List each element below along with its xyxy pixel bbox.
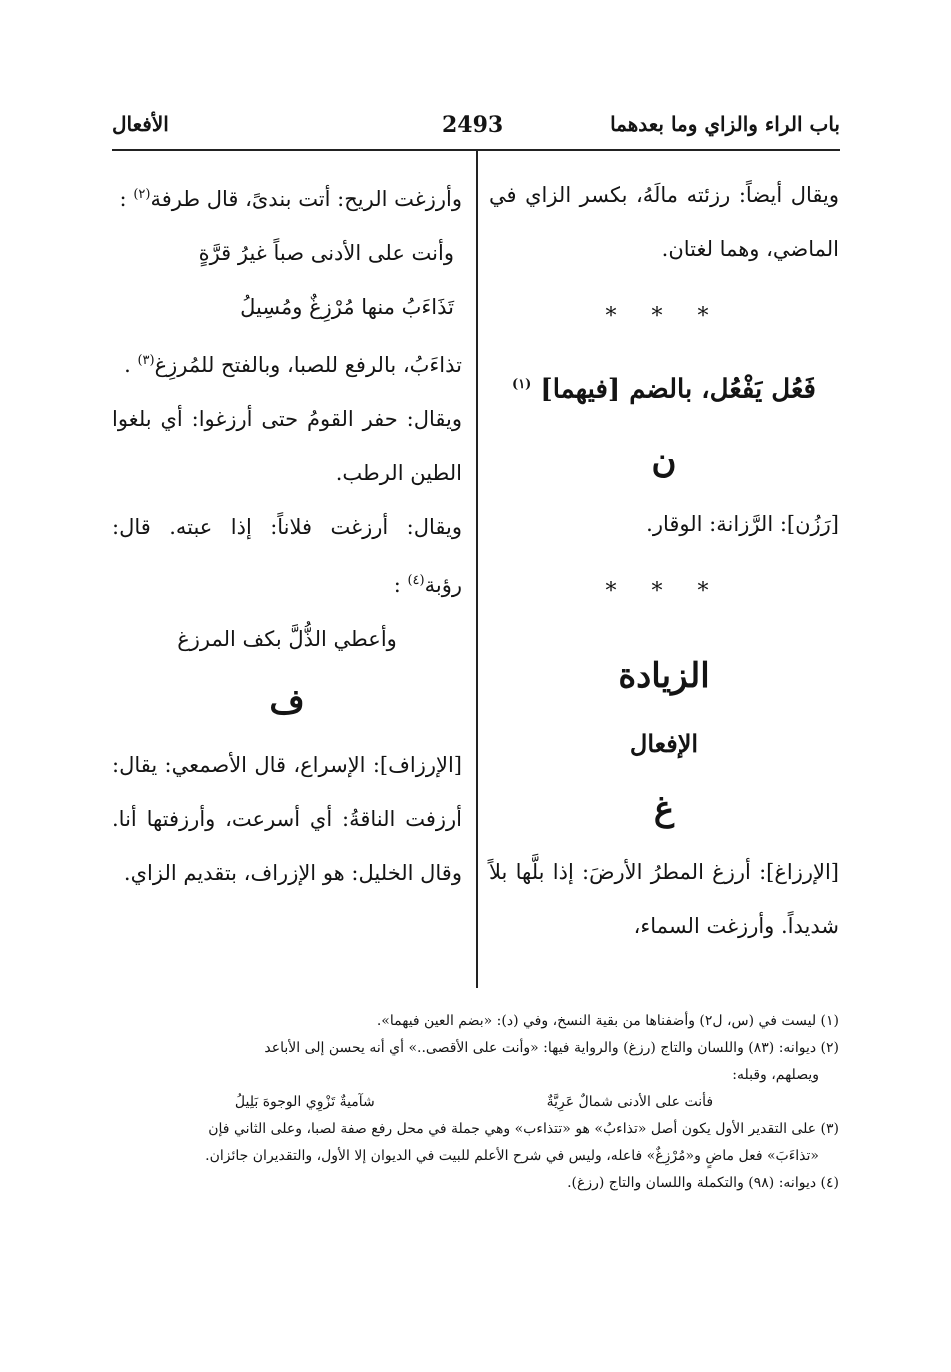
paragraph: ويقال: حفر القومُ حتى أرزغوا: أي بلغوا الطين الرطب.	[112, 407, 462, 485]
column-divider	[476, 150, 478, 988]
paragraph-text: ويقال: أرزغت فلاناً: إذا عبته. قال: رؤبة	[112, 515, 462, 597]
separator-stars: * * *	[605, 304, 723, 329]
paragraph	[112, 500, 462, 612]
verse-hemistich: شآميةٌ تَزْوِي الوجوهَ بَلِيلُ	[234, 1094, 375, 1110]
footnotes	[109, 1008, 839, 1197]
verse-line: وأنت على الأدنى صباً غيرُ قرَّةٍ	[198, 241, 454, 265]
punctuation: :	[393, 573, 401, 597]
verse-line: وأعطي الذُّلَّ بكف المرزغ	[177, 627, 397, 651]
page-number: 2493	[442, 112, 504, 138]
footnote-ref: (٣)	[137, 353, 155, 368]
separator-stars: * * *	[605, 578, 723, 604]
paragraph: ويقال أيضاً: رزئته مالَهُ، بكسر الزاي في الماضي، وهما لغتان.	[489, 183, 839, 261]
letter-heading-fa: ف	[269, 682, 305, 722]
entry-irzagh: [الإرزاغ]: أرزغ المطرُ الأرضَ: إذا بلَّها بلاً شديداً. وأرزغت السماء،	[489, 859, 839, 938]
left-column	[112, 168, 462, 900]
pattern-heading-text: فَعُل يَفْعُل، بالضم [فيهما]	[540, 374, 816, 405]
subsection-heading: الإفعال	[629, 728, 699, 758]
section-heading: الزيادة	[618, 655, 710, 696]
right-column	[489, 168, 839, 953]
footnote: (١) ليست في (س، ل٢) وأضفناها من بقية النسخ، وفي (د): «بضم العين فيهما».	[376, 1013, 839, 1029]
entry-irzaf: [الإرزاف]: الإسراع، قال الأصمعي: يقال: أرزفت الناقةُ: أي أسرعت، وأرزفتها أنا. وقال الخليل: هو الإزراف، بتقديم الزاي.	[112, 753, 462, 885]
footnote: (٣) على التقدير الأول يكون أصل «تذاءبُ» هو «تتذاءب» وهي جملة في محل رفع صفة لصبا، وعلى الثاني فإن	[208, 1121, 839, 1137]
footnote-ref: (١)	[512, 377, 532, 392]
paragraph	[112, 334, 462, 392]
paragraph	[112, 168, 462, 226]
section-title: الأفعال	[112, 112, 169, 136]
footnote: (٤) ديوانه: (٩٨) والتكملة واللسان والتاج (رزغ).	[567, 1175, 839, 1191]
page-header	[112, 112, 840, 148]
entry-razun: [رَزُن]: الرَّزانة: الوقار.	[646, 511, 839, 536]
footnote-ref: (٤)	[407, 573, 425, 588]
footnote-ref: (٢)	[133, 187, 151, 202]
paragraph-text: تذاءَبُ، بالرفع للصبا، وبالفتح للمُرزِغ	[154, 353, 462, 377]
punctuation: .	[124, 353, 131, 377]
footnote-continuation: «تذاءَبَ» فعل ماضٍ و«مُرْزِغٌ» فاعله، وليس في شرح الأعلم للبيت في الديوان إلا الأول، والتقديران جائزان.	[205, 1148, 819, 1164]
footnote-verse	[109, 1089, 839, 1116]
verse-line: تَذَاءَبُ منها مُرْزِغٌ ومُسِيلُ	[240, 295, 454, 319]
verse-hemistich: فأنت على الأدنى شمالٌ عَرِيَّةٌ	[546, 1094, 714, 1110]
letter-heading-ghayn: غ	[653, 788, 675, 829]
letter-heading-nun: ن	[651, 440, 677, 481]
footnote-continuation: ويصلهم، وقبله:	[732, 1067, 819, 1083]
chapter-title: باب الراء والزاي وما بعدهما	[610, 112, 840, 136]
footnote: (٢) ديوانه: (٨٣) واللسان والتاج (رزغ) والرواية فيها: «وأنت على الأقصى..» أي أنه يحسن إلى الأباعد	[264, 1040, 839, 1056]
pattern-heading	[489, 358, 839, 417]
punctuation: :	[119, 187, 127, 211]
paragraph-text: وأرزغت الريح: أتت بندىً، قال طرفة	[150, 187, 462, 211]
